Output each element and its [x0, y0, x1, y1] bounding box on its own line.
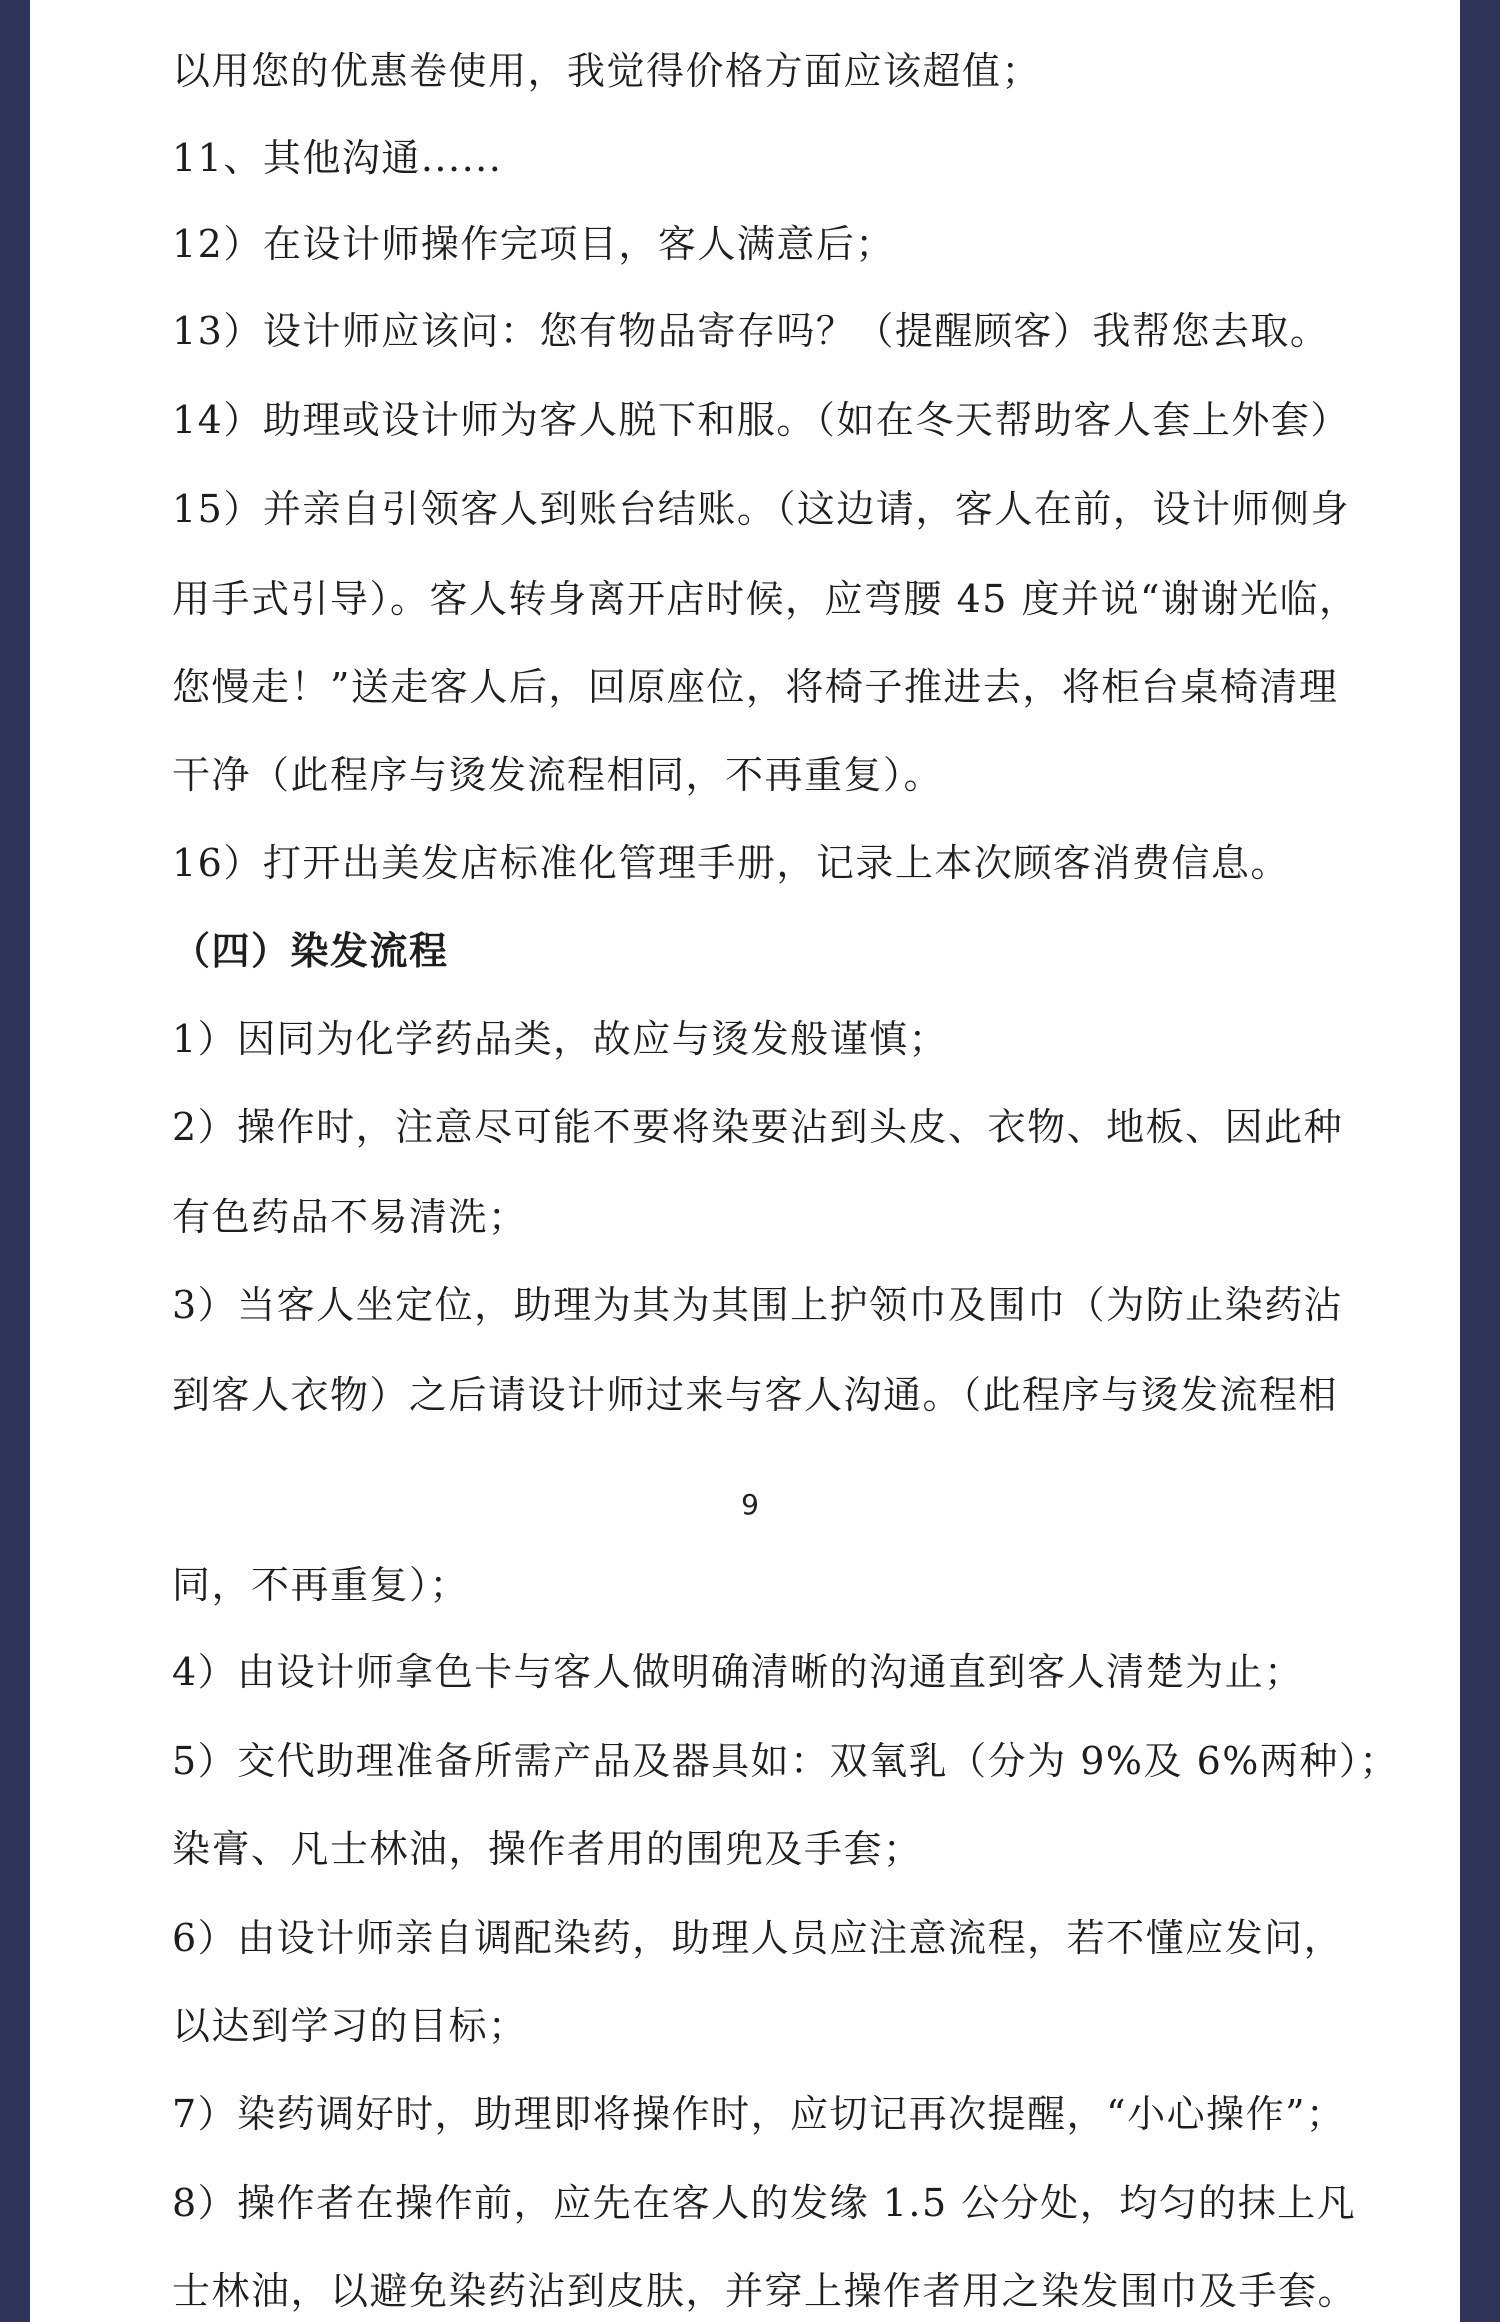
text-line-4: 13）设计师应该问：您有物品寄存吗？（提醒顾客）我帮您去取。 [172, 309, 1330, 353]
text-line-23: 7）染药调好时，助理即将操作时，应切记再次提醒，“小心操作”； [172, 2092, 1346, 2136]
text-line-24: 8）操作者在操作前，应先在客人的发缘 1.5 公分处，均匀的抹上凡 [172, 2181, 1357, 2225]
text-line-25: 士林油，以避免染药沾到皮肤，并穿上操作者用之染发围巾及手套。 [172, 2269, 1358, 2313]
text-line-3: 12）在设计师操作完项目，客人满意后； [172, 222, 895, 266]
page-number: 9 [741, 1488, 759, 1521]
text-line-8: 您慢走！”送走客人后，回原座位，将椅子推进去，将柜台桌椅清理 [172, 665, 1339, 709]
text-line-6: 15）并亲自引领客人到账台结账。（这边请，客人在前，设计师侧身 [172, 487, 1350, 531]
text-line-2: 11、其他沟通...... [172, 136, 503, 180]
text-line-13: 2）操作时，注意尽可能不要将染要沾到头皮、衣物、地板、因此种 [172, 1105, 1344, 1149]
text-line-9: 干净（此程序与烫发流程相同，不再重复）。 [172, 753, 944, 797]
text-line-10: 16）打开出美发店标准化管理手册，记录上本次顾客消费信息。 [172, 841, 1290, 885]
text-line-20: 染膏、凡士林油，操作者用的围兜及手套； [172, 1827, 923, 1871]
text-line-18: 4）由设计师拿色卡与客人做明确清晰的沟通直到客人清楚为止； [172, 1650, 1304, 1694]
text-line-12: 1）因同为化学药品类，故应与烫发般谨慎； [172, 1017, 949, 1061]
text-line-19: 5）交代助理准备所需产品及器具如：双氧乳（分为 9%及 6%两种）； [172, 1739, 1399, 1783]
text-line-21: 6）由设计师亲自调配染药，助理人员应注意流程，若不懂应发问， [172, 1916, 1344, 1960]
text-line-16: 到客人衣物）之后请设计师过来与客人沟通。（此程序与烫发流程相 [172, 1373, 1339, 1417]
text-line-1: 以用您的优惠卷使用，我觉得价格方面应该超值； [172, 49, 1042, 93]
text-line-22: 以达到学习的目标； [172, 2004, 528, 2048]
section-heading-dyeing: （四）染发流程 [172, 928, 449, 973]
text-line-14: 有色药品不易清洗； [172, 1195, 528, 1239]
text-line-15: 3）当客人坐定位，助理为其为其围上护领巾及围巾（为防止染药沾 [172, 1283, 1344, 1327]
text-line-17: 同，不再重复）； [172, 1563, 470, 1607]
text-line-5: 14）助理或设计师为客人脱下和服。（如在冬天帮助客人套上外套） [172, 398, 1350, 442]
text-line-7: 用手式引导）。客人转身离开店时候，应弯腰 45 度并说“谢谢光临， [172, 577, 1359, 621]
